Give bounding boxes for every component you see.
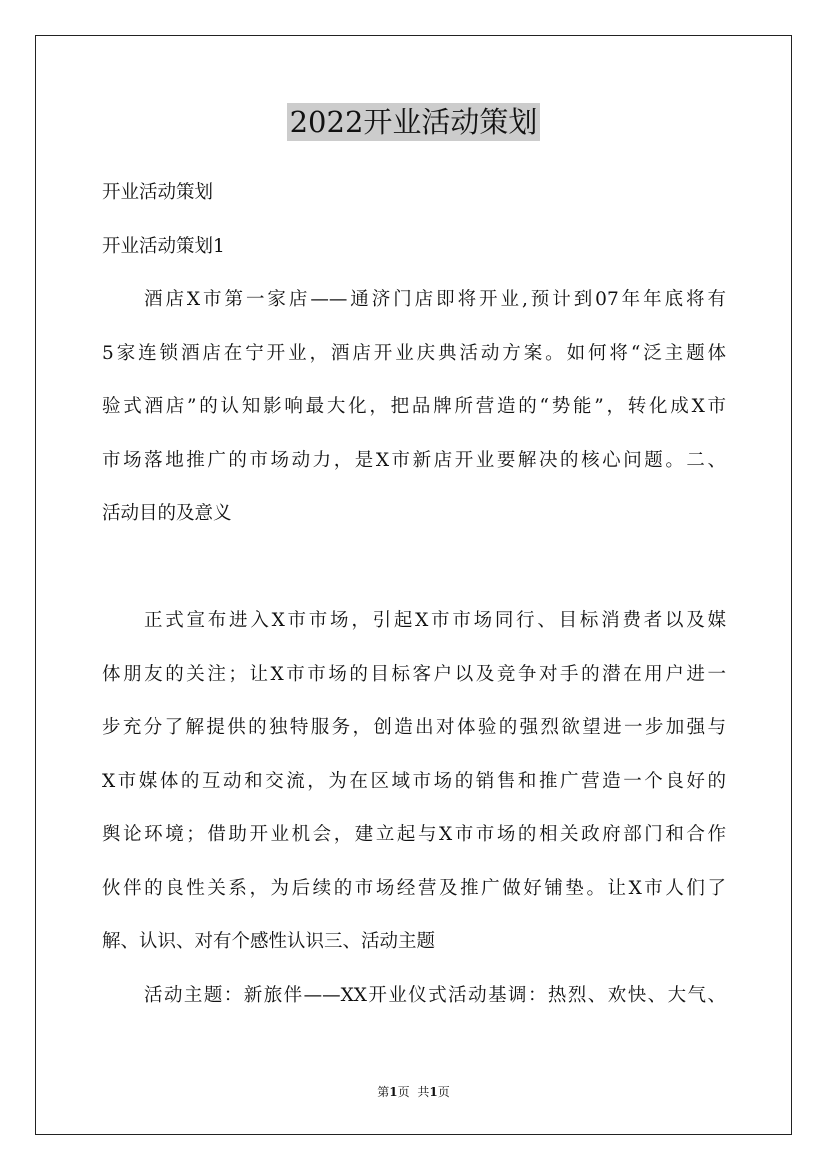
paragraph-line: 5家连锁酒店在宁开业，酒店开业庆典活动方案。如何将“泛主题体 — [102, 342, 726, 364]
paragraph-line: X市媒体的互动和交流，为在区域市场的销售和推广营造一个良好的 — [102, 770, 726, 792]
total-pages: 1 — [429, 1085, 438, 1099]
document-title: 2022开业活动策划 — [287, 103, 541, 141]
page-footer — [0, 1084, 827, 1100]
paragraph-line: 步充分了解提供的独特服务，创造出对体验的强烈欲望进一步加强与 — [102, 717, 726, 738]
total-suffix: 页 — [437, 1085, 450, 1099]
paragraph-purpose — [102, 604, 726, 979]
paragraph-line: 正式宣布进入X市市场，引起X市市场同行、目标消费者以及媒 — [144, 610, 726, 631]
document-body — [102, 176, 726, 1032]
heading-sub: 开业活动策划1 — [102, 235, 225, 257]
paragraph-spacer — [102, 551, 726, 605]
paragraph-intro — [102, 283, 726, 551]
title-container — [0, 103, 827, 141]
paragraph-theme — [102, 979, 726, 1033]
total-prefix: 共 — [417, 1085, 430, 1099]
page-suffix: 页 — [397, 1085, 410, 1099]
paragraph-line: 活动主题：新旅伴——XX开业仪式活动基调：热烈、欢快、大气、 — [144, 984, 726, 1006]
paragraph-line: 活动目的及意义 — [102, 503, 232, 524]
paragraph-line: 酒店X市第一家店——通济门店即将开业,预计到07年年底将有 — [144, 289, 726, 310]
page-number: 1 — [389, 1085, 398, 1099]
paragraph-line: 舆论环境；借助开业机会，建立起与X市市场的相关政府部门和合作 — [102, 824, 726, 845]
paragraph-line: 验式酒店”的认知影响最大化，把品牌所营造的“势能”，转化成X市 — [102, 396, 726, 417]
page-prefix: 第 — [377, 1085, 390, 1099]
heading-main: 开业活动策划 — [102, 182, 214, 203]
paragraph-line: 伙伴的良性关系，为后续的市场经营及推广做好铺垫。让X市人们了 — [102, 877, 726, 899]
paragraph-line: 解、认识、对有个感性认识三、活动主题 — [102, 931, 436, 952]
paragraph-line: 体朋友的关注；让X市市场的目标客户以及竞争对手的潜在用户进一 — [102, 663, 726, 685]
paragraph-line: 市场落地推广的市场动力，是X市新店开业要解决的核心问题。二、 — [102, 449, 726, 471]
